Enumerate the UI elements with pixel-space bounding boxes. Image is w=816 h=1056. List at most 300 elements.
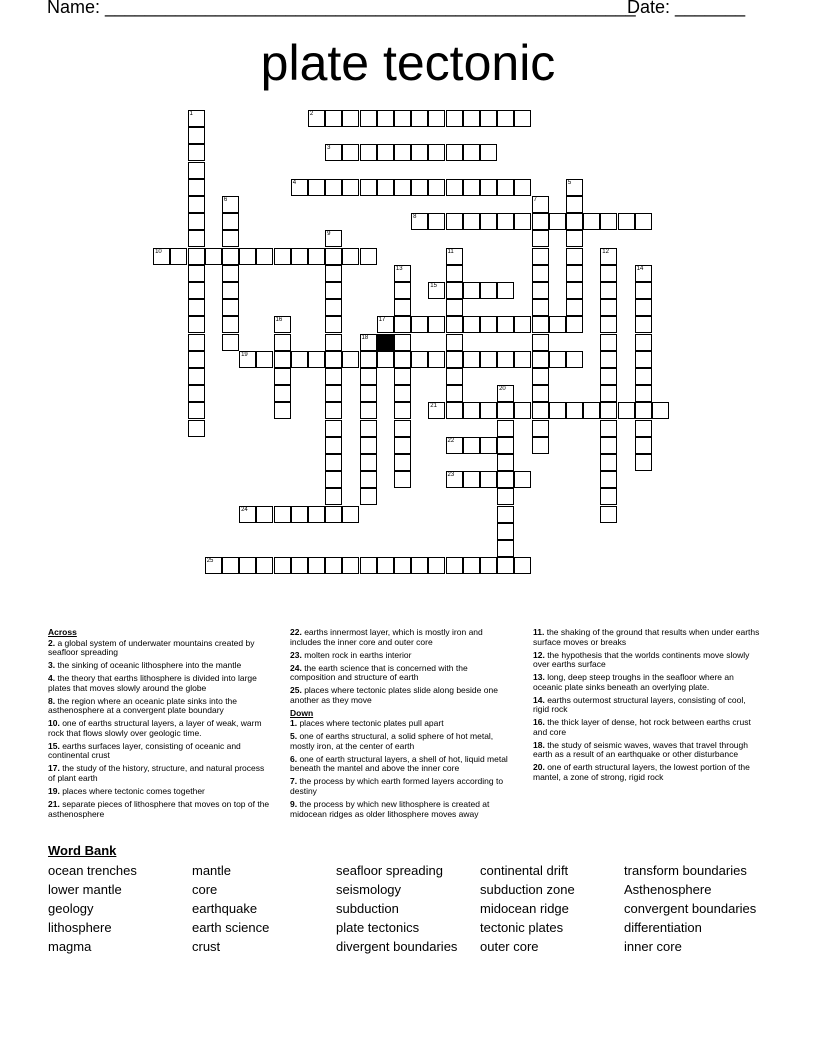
grid-cell[interactable] <box>497 282 514 299</box>
grid-cell[interactable] <box>497 402 514 419</box>
grid-cell[interactable] <box>308 557 325 574</box>
clue-number: 14 <box>636 265 644 272</box>
grid-cell[interactable] <box>411 213 428 230</box>
grid-cell[interactable] <box>463 282 480 299</box>
grid-cell[interactable] <box>428 351 445 368</box>
word-bank-item: earthquake <box>192 901 258 916</box>
grid-cell[interactable] <box>188 334 205 351</box>
grid-cell[interactable] <box>394 351 411 368</box>
grid-cell[interactable] <box>514 316 531 333</box>
grid-cell[interactable] <box>394 385 411 402</box>
grid-cell[interactable] <box>583 213 600 230</box>
clue-item <box>48 764 270 783</box>
grid-cell[interactable] <box>411 351 428 368</box>
grid-cell[interactable] <box>325 248 342 265</box>
grid-cell[interactable] <box>360 248 377 265</box>
grid-cell[interactable] <box>549 316 566 333</box>
grid-cell[interactable] <box>188 230 205 247</box>
grid-cell[interactable] <box>291 351 308 368</box>
grid-cell[interactable] <box>360 402 377 419</box>
grid-cell[interactable] <box>532 282 549 299</box>
grid-cell[interactable] <box>325 230 342 247</box>
grid-cell[interactable] <box>463 471 480 488</box>
grid-cell[interactable] <box>428 144 445 161</box>
grid-cell[interactable] <box>446 110 463 127</box>
grid-cell[interactable] <box>566 265 583 282</box>
grid-cell[interactable] <box>532 437 549 454</box>
clue-number: 9 <box>327 231 331 238</box>
grid-cell[interactable] <box>222 334 239 351</box>
grid-cell[interactable] <box>239 248 256 265</box>
grid-cell[interactable] <box>600 368 617 385</box>
clue-text: earths outermost structural layers, consisting of cool, rigid rock <box>533 694 746 715</box>
grid-cell[interactable] <box>325 557 342 574</box>
grid-cell[interactable] <box>446 248 463 265</box>
grid-cell[interactable] <box>377 144 394 161</box>
word-bank-item: lower mantle <box>48 882 122 897</box>
grid-cell[interactable] <box>274 351 291 368</box>
grid-cell[interactable] <box>463 316 480 333</box>
grid-cell[interactable] <box>446 282 463 299</box>
grid-cell[interactable] <box>325 316 342 333</box>
grid-cell[interactable] <box>188 127 205 144</box>
grid-cell[interactable] <box>446 144 463 161</box>
grid-cell[interactable] <box>342 351 359 368</box>
grid-cell[interactable] <box>325 299 342 316</box>
grid-cell[interactable] <box>222 230 239 247</box>
clue-num: 3. <box>48 660 56 671</box>
grid-cell[interactable] <box>635 437 652 454</box>
grid-cell[interactable] <box>618 213 635 230</box>
grid-cell[interactable] <box>274 334 291 351</box>
grid-cell[interactable] <box>497 213 514 230</box>
grid-cell[interactable] <box>411 316 428 333</box>
grid-cell[interactable] <box>394 454 411 471</box>
grid-cell[interactable] <box>600 402 617 419</box>
grid-cell[interactable] <box>411 179 428 196</box>
grid-cell[interactable] <box>463 213 480 230</box>
grid-cell[interactable] <box>377 557 394 574</box>
grid-cell[interactable] <box>291 557 308 574</box>
grid-cell[interactable] <box>394 420 411 437</box>
grid-cell[interactable] <box>497 420 514 437</box>
grid-cell[interactable] <box>635 213 652 230</box>
grid-cell[interactable] <box>635 454 652 471</box>
grid-cell[interactable] <box>446 402 463 419</box>
grid-cell[interactable] <box>532 213 549 230</box>
grid-cell[interactable] <box>532 248 549 265</box>
grid-cell[interactable] <box>446 334 463 351</box>
clue-number: 23 <box>447 472 455 479</box>
grid-cell[interactable] <box>325 420 342 437</box>
grid-cell[interactable] <box>274 248 291 265</box>
grid-cell[interactable] <box>514 402 531 419</box>
grid-cell[interactable] <box>308 506 325 523</box>
grid-cell[interactable] <box>394 402 411 419</box>
grid-cell[interactable] <box>222 299 239 316</box>
grid-cell[interactable] <box>205 248 222 265</box>
grid-cell[interactable] <box>463 144 480 161</box>
grid-cell[interactable] <box>480 282 497 299</box>
grid-cell[interactable] <box>428 213 445 230</box>
word-bank-item: midocean ridge <box>480 901 569 916</box>
grid-cell[interactable] <box>635 265 652 282</box>
grid-cell[interactable] <box>514 179 531 196</box>
grid-cell[interactable] <box>600 488 617 505</box>
clue-number: 13 <box>395 265 403 272</box>
grid-cell[interactable] <box>463 557 480 574</box>
grid-cell[interactable] <box>188 179 205 196</box>
grid-cell[interactable] <box>566 402 583 419</box>
grid-cell[interactable] <box>274 368 291 385</box>
grid-cell[interactable] <box>274 557 291 574</box>
grid-cell[interactable] <box>153 248 170 265</box>
grid-cell[interactable] <box>188 368 205 385</box>
grid-cell[interactable] <box>308 179 325 196</box>
grid-cell[interactable] <box>188 248 205 265</box>
grid-cell[interactable] <box>566 316 583 333</box>
grid-cell[interactable] <box>428 110 445 127</box>
grid-cell[interactable] <box>325 454 342 471</box>
grid-cell[interactable] <box>635 420 652 437</box>
grid-cell[interactable] <box>308 248 325 265</box>
word-bank-item: crust <box>192 939 221 954</box>
grid-cell[interactable] <box>463 437 480 454</box>
grid-cell[interactable] <box>480 316 497 333</box>
grid-cell[interactable] <box>497 540 514 557</box>
grid-cell[interactable] <box>411 110 428 127</box>
grid-cell[interactable] <box>635 282 652 299</box>
grid-cell[interactable] <box>360 179 377 196</box>
grid-cell[interactable] <box>394 437 411 454</box>
grid-cell[interactable] <box>600 334 617 351</box>
grid-cell[interactable] <box>239 506 256 523</box>
grid-cell[interactable] <box>274 506 291 523</box>
clue-text: the earth science that is concerned with the composition and structure of earth <box>290 662 468 683</box>
grid-cell[interactable] <box>360 437 377 454</box>
grid-cell[interactable] <box>532 316 549 333</box>
clue-num: 9. <box>290 799 298 810</box>
grid-cell[interactable] <box>600 385 617 402</box>
grid-cell[interactable] <box>600 282 617 299</box>
word-bank-item: subduction <box>336 901 399 916</box>
grid-cell[interactable] <box>188 351 205 368</box>
grid-cell[interactable] <box>325 385 342 402</box>
grid-cell[interactable] <box>360 351 377 368</box>
grid-cell[interactable] <box>532 351 549 368</box>
grid-cell[interactable] <box>360 385 377 402</box>
grid-cell[interactable] <box>428 316 445 333</box>
grid-cell[interactable] <box>446 557 463 574</box>
grid-cell[interactable] <box>222 213 239 230</box>
grid-cell[interactable] <box>377 316 394 333</box>
grid-cell[interactable] <box>394 110 411 127</box>
grid-cell[interactable] <box>463 351 480 368</box>
grid-cell[interactable] <box>394 316 411 333</box>
grid-cell[interactable] <box>566 179 583 196</box>
grid-cell[interactable] <box>600 351 617 368</box>
grid-cell[interactable] <box>480 213 497 230</box>
grid-cell[interactable] <box>325 179 342 196</box>
grid-cell[interactable] <box>342 179 359 196</box>
grid-cell[interactable] <box>170 248 187 265</box>
grid-cell[interactable] <box>360 454 377 471</box>
date-line[interactable]: Date: _______ <box>627 0 746 17</box>
grid-cell[interactable] <box>497 110 514 127</box>
grid-cell[interactable] <box>497 316 514 333</box>
grid-cell[interactable] <box>480 110 497 127</box>
grid-cell[interactable] <box>325 437 342 454</box>
grid-cell[interactable] <box>188 402 205 419</box>
grid-cell[interactable] <box>222 282 239 299</box>
grid-cell[interactable] <box>394 471 411 488</box>
grid-cell[interactable] <box>532 402 549 419</box>
grid-cell[interactable] <box>532 299 549 316</box>
grid-cell[interactable] <box>446 437 463 454</box>
grid-cell[interactable] <box>497 385 514 402</box>
grid-cell[interactable] <box>600 437 617 454</box>
grid-cell[interactable] <box>635 351 652 368</box>
grid-cell[interactable] <box>600 316 617 333</box>
grid-cell[interactable] <box>635 316 652 333</box>
grid-cell[interactable] <box>360 420 377 437</box>
grid-cell[interactable] <box>394 368 411 385</box>
grid-cell[interactable] <box>188 196 205 213</box>
grid-cell[interactable] <box>274 385 291 402</box>
grid-cell[interactable] <box>514 110 531 127</box>
grid-cell[interactable] <box>566 351 583 368</box>
grid-cell[interactable] <box>480 557 497 574</box>
grid-cell[interactable] <box>394 144 411 161</box>
grid-cell[interactable] <box>342 144 359 161</box>
grid-cell[interactable] <box>394 179 411 196</box>
clue-text: the sinking of oceanic lithosphere into the mantle <box>55 660 242 671</box>
grid-cell[interactable] <box>188 420 205 437</box>
grid-cell[interactable] <box>532 196 549 213</box>
grid-cell[interactable] <box>188 299 205 316</box>
name-line[interactable]: Name: _____________________________________________________ <box>47 0 636 17</box>
grid-cell[interactable] <box>635 334 652 351</box>
grid-cell[interactable] <box>274 316 291 333</box>
grid-cell[interactable] <box>600 471 617 488</box>
clue-item <box>290 732 515 751</box>
grid-cell[interactable] <box>360 557 377 574</box>
grid-cell[interactable] <box>222 316 239 333</box>
grid-cell[interactable] <box>446 471 463 488</box>
grid-cell[interactable] <box>532 420 549 437</box>
grid-cell[interactable] <box>325 488 342 505</box>
grid-cell[interactable] <box>360 471 377 488</box>
grid-cell[interactable] <box>497 557 514 574</box>
grid-cell[interactable] <box>497 179 514 196</box>
grid-cell[interactable] <box>600 248 617 265</box>
grid-cell[interactable] <box>256 557 273 574</box>
grid-cell[interactable] <box>325 265 342 282</box>
grid-cell[interactable] <box>222 248 239 265</box>
grid-cell[interactable] <box>600 506 617 523</box>
grid-cell[interactable] <box>532 385 549 402</box>
grid-cell[interactable] <box>635 402 652 419</box>
grid-cell[interactable] <box>532 368 549 385</box>
clue-text: one of earth structural layers, the lowest portion of the mantel, a zone of strong, rigid rock <box>533 762 750 783</box>
grid-cell[interactable] <box>618 402 635 419</box>
grid-cell[interactable] <box>239 351 256 368</box>
grid-cell[interactable] <box>514 351 531 368</box>
grid-cell[interactable] <box>480 402 497 419</box>
clue-text: places where tectonic plates pull apart <box>297 718 444 729</box>
grid-cell[interactable] <box>514 213 531 230</box>
grid-cell[interactable] <box>428 282 445 299</box>
grid-cell[interactable] <box>497 351 514 368</box>
grid-cell[interactable] <box>291 248 308 265</box>
grid-cell[interactable] <box>222 196 239 213</box>
grid-cell[interactable] <box>549 402 566 419</box>
grid-cell[interactable] <box>360 488 377 505</box>
grid-cell[interactable] <box>360 368 377 385</box>
grid-cell[interactable] <box>239 557 256 574</box>
grid-cell[interactable] <box>325 368 342 385</box>
grid-cell[interactable] <box>377 110 394 127</box>
grid-cell[interactable] <box>291 179 308 196</box>
grid-cell[interactable] <box>446 179 463 196</box>
grid-cell[interactable] <box>566 196 583 213</box>
grid-cell[interactable] <box>514 471 531 488</box>
grid-cell[interactable] <box>446 213 463 230</box>
grid-cell[interactable] <box>566 282 583 299</box>
grid-cell[interactable] <box>360 110 377 127</box>
grid-cell[interactable] <box>411 144 428 161</box>
grid-cell[interactable] <box>583 402 600 419</box>
grid-cell[interactable] <box>394 282 411 299</box>
grid-cell[interactable] <box>532 265 549 282</box>
grid-cell[interactable] <box>360 334 377 351</box>
grid-cell[interactable] <box>325 471 342 488</box>
grid-cell[interactable] <box>188 316 205 333</box>
grid-cell[interactable] <box>222 557 239 574</box>
grid-cell[interactable] <box>497 471 514 488</box>
grid-cell[interactable] <box>256 248 273 265</box>
grid-cell[interactable] <box>463 179 480 196</box>
grid-cell[interactable] <box>188 162 205 179</box>
grid-cell[interactable] <box>394 299 411 316</box>
grid-cell[interactable] <box>635 368 652 385</box>
clue-num: 5. <box>290 731 298 742</box>
grid-cell[interactable] <box>428 557 445 574</box>
grid-cell[interactable] <box>566 299 583 316</box>
grid-cell[interactable] <box>514 557 531 574</box>
grid-cell[interactable] <box>325 402 342 419</box>
grid-cell-black <box>377 334 394 351</box>
grid-cell[interactable] <box>394 265 411 282</box>
grid-cell[interactable] <box>549 213 566 230</box>
grid-cell[interactable] <box>325 334 342 351</box>
grid-cell[interactable] <box>600 454 617 471</box>
grid-cell[interactable] <box>480 144 497 161</box>
grid-cell[interactable] <box>188 213 205 230</box>
grid-cell[interactable] <box>428 402 445 419</box>
grid-cell[interactable] <box>497 523 514 540</box>
grid-cell[interactable] <box>549 351 566 368</box>
grid-cell[interactable] <box>600 299 617 316</box>
grid-cell[interactable] <box>600 265 617 282</box>
grid-cell[interactable] <box>188 385 205 402</box>
grid-cell[interactable] <box>325 282 342 299</box>
grid-cell[interactable] <box>652 402 669 419</box>
grid-cell[interactable] <box>480 471 497 488</box>
grid-cell[interactable] <box>411 557 428 574</box>
grid-cell[interactable] <box>325 351 342 368</box>
grid-cell[interactable] <box>428 179 445 196</box>
grid-cell[interactable] <box>566 248 583 265</box>
clue-text: earths innermost layer, which is mostly iron and includes the inner core and outer core <box>290 627 483 647</box>
clue-number: 10 <box>155 248 162 255</box>
grid-cell[interactable] <box>205 557 222 574</box>
clue-item <box>533 696 761 715</box>
grid-cell[interactable] <box>497 488 514 505</box>
grid-cell[interactable] <box>446 385 463 402</box>
grid-cell[interactable] <box>308 110 325 127</box>
grid-cell[interactable] <box>463 110 480 127</box>
grid-cell[interactable] <box>342 557 359 574</box>
grid-cell[interactable] <box>308 351 325 368</box>
clue-item <box>48 639 270 658</box>
grid-cell[interactable] <box>532 334 549 351</box>
grid-cell[interactable] <box>222 265 239 282</box>
grid-cell[interactable] <box>497 437 514 454</box>
grid-cell[interactable] <box>274 402 291 419</box>
clue-item <box>533 651 761 670</box>
grid-cell[interactable] <box>360 144 377 161</box>
grid-cell[interactable] <box>188 110 205 127</box>
grid-cell[interactable] <box>256 351 273 368</box>
grid-cell[interactable] <box>635 385 652 402</box>
grid-cell[interactable] <box>446 299 463 316</box>
grid-cell[interactable] <box>480 437 497 454</box>
grid-cell[interactable] <box>635 299 652 316</box>
grid-cell[interactable] <box>532 230 549 247</box>
grid-cell[interactable] <box>463 402 480 419</box>
grid-cell[interactable] <box>600 213 617 230</box>
grid-cell[interactable] <box>291 506 308 523</box>
grid-cell[interactable] <box>566 230 583 247</box>
grid-cell[interactable] <box>325 110 342 127</box>
grid-cell[interactable] <box>342 506 359 523</box>
grid-cell[interactable] <box>394 557 411 574</box>
grid-cell[interactable] <box>446 265 463 282</box>
grid-cell[interactable] <box>566 213 583 230</box>
grid-cell[interactable] <box>600 420 617 437</box>
grid-cell[interactable] <box>446 316 463 333</box>
grid-cell[interactable] <box>480 351 497 368</box>
grid-cell[interactable] <box>446 368 463 385</box>
grid-cell[interactable] <box>497 454 514 471</box>
grid-cell[interactable] <box>446 351 463 368</box>
grid-cell[interactable] <box>342 248 359 265</box>
grid-cell[interactable] <box>342 110 359 127</box>
grid-cell[interactable] <box>256 506 273 523</box>
grid-cell[interactable] <box>325 506 342 523</box>
grid-cell[interactable] <box>188 265 205 282</box>
grid-cell[interactable] <box>377 351 394 368</box>
grid-cell[interactable] <box>480 179 497 196</box>
clue-item <box>48 742 270 761</box>
grid-cell[interactable] <box>377 179 394 196</box>
grid-cell[interactable] <box>188 144 205 161</box>
grid-cell[interactable] <box>325 144 342 161</box>
grid-cell[interactable] <box>497 506 514 523</box>
grid-cell[interactable] <box>394 334 411 351</box>
grid-cell[interactable] <box>188 282 205 299</box>
